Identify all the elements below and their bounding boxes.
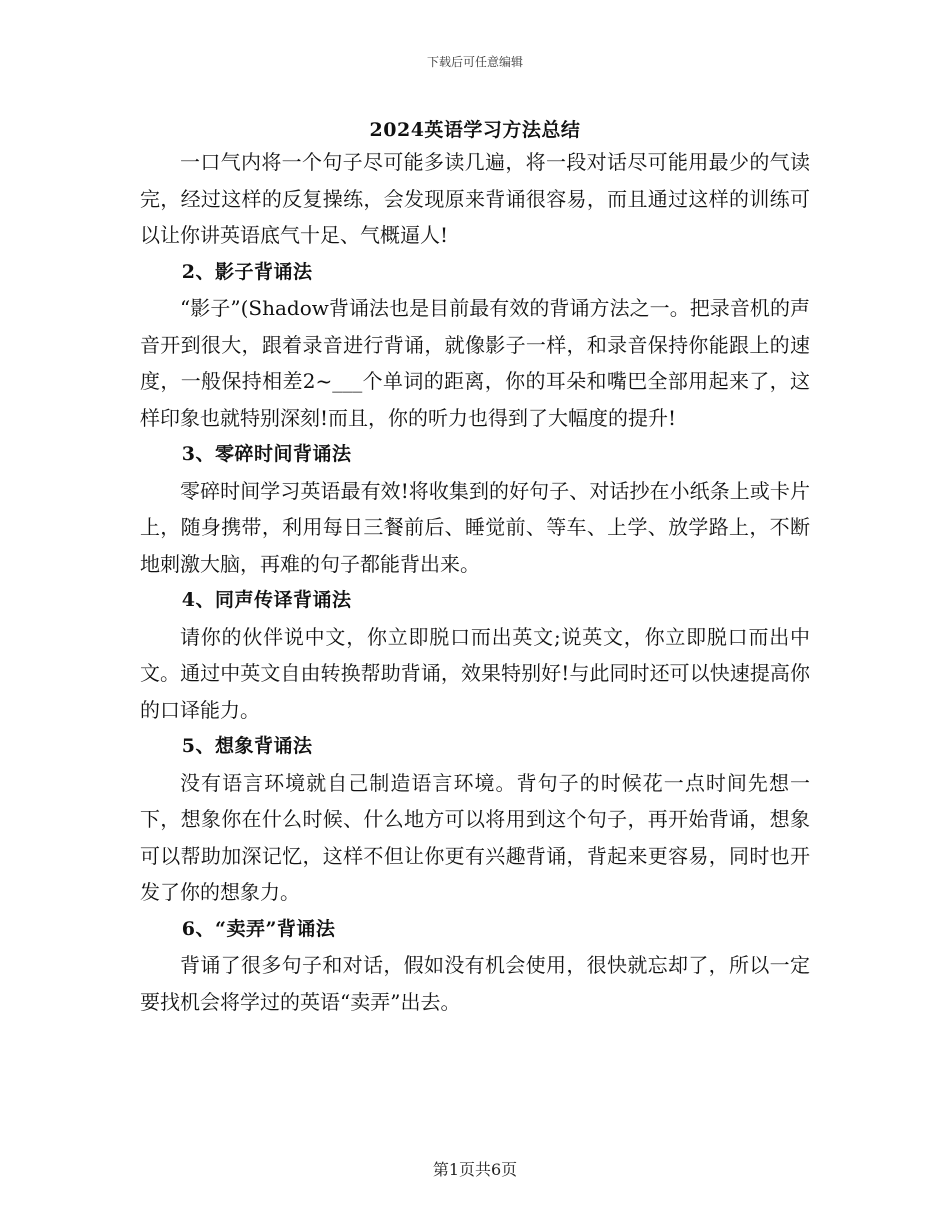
paragraph-shadow: “影子”(Shadow背诵法也是目前最有效的背诵方法之一。把录音机的声音开到很大，跟着录音进行背诵，就像影子一样，和录音保持你能跟上的速度，一般保持相差2~___个单词的距离，你的耳朵和嘴巴全部用起来了，这样印象也就特别深刻!而且，你的听力也得到了大幅度的提升! — [140, 296, 810, 430]
paragraph-spare-time: 零碎时间学习英语最有效!将收集到的好句子、对话抄在小纸条上或卡片上，随身携带，利用每日三餐前后、睡觉前、等车、上学、放学路上，不断地刺激大脑，再难的句子都能背出来。 — [140, 478, 810, 576]
document-title: 2024英语学习方法总结 — [369, 119, 581, 141]
section-heading-imagination: 5、想象背诵法 — [181, 735, 313, 757]
document-body — [140, 144, 810, 1020]
section-heading-shadow: 2、影子背诵法 — [181, 260, 313, 283]
page-header: 下载后可任意编辑 — [426, 55, 523, 69]
section-heading-interpretation: 4、同声传译背诵法 — [181, 589, 352, 611]
section-heading-show-off: 6、“卖弄”背诵法 — [181, 917, 336, 940]
page-footer: 第1页共6页 — [432, 1160, 518, 1179]
paragraph-show-off: 背诵了很多句子和对话，假如没有机会使用，很快就忘却了，所以一定要找机会将学过的英语“卖弄”出去。 — [140, 953, 810, 1014]
paragraph-intro: 一口气内将一个句子尽可能多读几遍，将一段对话尽可能用最少的气读完，经过这样的反复操练，会发现原来背诵很容易，而且通过这样的训练可以让你讲英语底气十足、气概逼人! — [140, 150, 810, 247]
paragraph-imagination: 没有语言环境就自己制造语言环境。背句子的时候花一点时间先想一下，想象你在什么时候、什么地方可以将用到这个句子，再开始背诵，想象可以帮助加深记忆，这样不但让你更有兴趣背诵，背起来更容易，同时也开发了你的想象力。 — [140, 770, 810, 904]
section-heading-spare-time: 3、零碎时间背诵法 — [181, 443, 352, 465]
paragraph-interpretation: 请你的伙伴说中文，你立即脱口而出英文;说英文，你立即脱口而出中文。通过中英文自由转换帮助背诵，效果特别好!与此同时还可以快速提高你的口译能力。 — [140, 624, 810, 722]
